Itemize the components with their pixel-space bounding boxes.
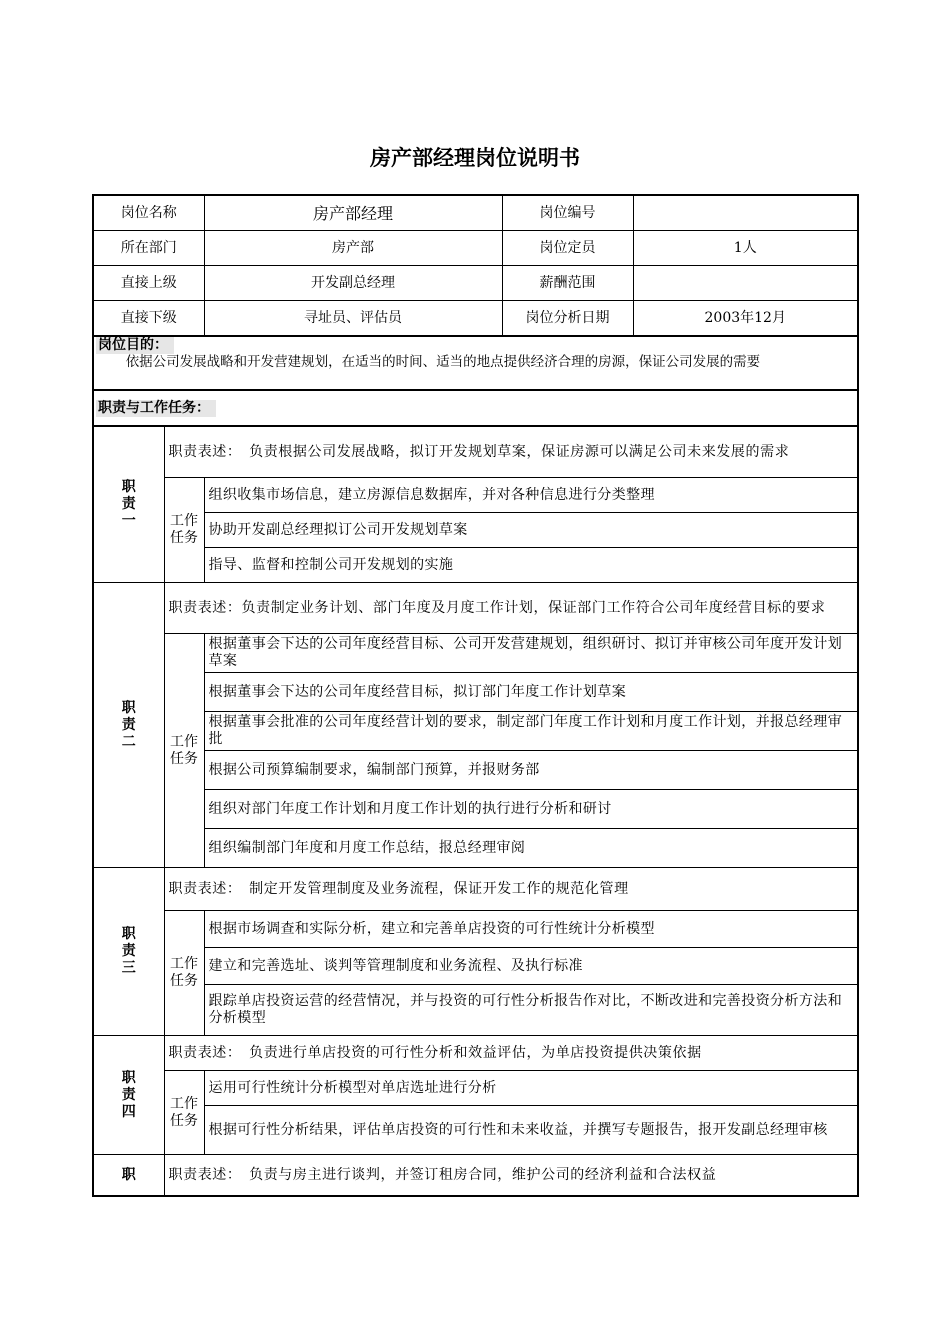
- duty-label: [93, 426, 164, 583]
- info-row-department: [93, 231, 858, 266]
- task-item: 指导、监督和控制公司开发规划的实施: [204, 548, 858, 583]
- task-row: [93, 829, 858, 868]
- salary-value: [633, 266, 858, 301]
- task-label-text: 工作任务: [170, 733, 198, 767]
- duty-desc-row: [93, 1155, 858, 1197]
- duties-label: 职责与工作任务：: [96, 400, 216, 417]
- task-label: [164, 911, 204, 1036]
- analysis-date-label: 岗位分析日期: [502, 301, 633, 337]
- info-row-position: [93, 195, 858, 231]
- department-label: 所在部门: [93, 231, 204, 266]
- task-item: 根据公司预算编制要求，编制部门预算，并报财务部: [204, 751, 858, 790]
- task-row: [93, 634, 858, 673]
- task-item: 根据董事会下达的公司年度经营目标、公司开发营建规划，组织研讨、拟订并审核公司年度开发计划草案: [204, 634, 858, 673]
- duty-description: 职责表述：负责制定业务计划、部门年度及月度工作计划，保证部门工作符合公司年度经营目标的要求: [164, 583, 858, 634]
- duty-label-text: 职责二: [121, 699, 136, 750]
- position-code-label: 岗位编号: [502, 195, 633, 231]
- headcount-value: 1人: [633, 231, 858, 266]
- superior-value: 开发副总经理: [204, 266, 502, 301]
- subordinate-label: 直接下级: [93, 301, 204, 337]
- duty-label-text: 职责四: [121, 1069, 136, 1120]
- task-item: 运用可行性统计分析模型对单店选址进行分析: [204, 1071, 858, 1106]
- duties-body: [93, 426, 858, 1196]
- duty-desc-row: [93, 868, 858, 911]
- task-row: [93, 948, 858, 985]
- duty-description: 职责表述： 制定开发管理制度及业务流程，保证开发工作的规范化管理: [164, 868, 858, 911]
- position-name-value: 房产部经理: [204, 195, 502, 231]
- task-row: [93, 911, 858, 948]
- duty-label: [93, 583, 164, 868]
- task-item: 根据可行性分析结果，评估单店投资的可行性和未来收益，并撰写专题报告，报开发副总经理审核: [204, 1106, 858, 1155]
- page-title: 房产部经理岗位说明书: [370, 146, 580, 170]
- info-row-subordinate: [93, 301, 858, 337]
- position-name-label: 岗位名称: [93, 195, 204, 231]
- duty-description: 职责表述： 负责根据公司发展战略，拟订开发规划草案，保证房源可以满足公司未来发展的需求: [164, 426, 858, 478]
- task-item: 根据市场调查和实际分析，建立和完善单店投资的可行性统计分析模型: [204, 911, 858, 948]
- subordinate-value: 寻址员、评估员: [204, 301, 502, 337]
- task-row: [93, 478, 858, 513]
- task-row: [93, 1071, 858, 1106]
- task-row: [93, 513, 858, 548]
- task-label-text: 工作任务: [170, 956, 198, 989]
- task-item: 组织对部门年度工作计划和月度工作计划的执行进行分析和研讨: [204, 790, 858, 829]
- position-code-value: [633, 195, 858, 231]
- task-row: [93, 985, 858, 1036]
- duty-description: 职责表述： 负责与房主进行谈判，并签订租房合同，维护公司的经济利益和合法权益: [164, 1155, 858, 1197]
- task-item: 跟踪单店投资运营的经营情况，并与投资的可行性分析报告作对比，不断改进和完善投资分析方法和分析模型: [204, 985, 858, 1036]
- duty-label-text: 职责三: [121, 926, 136, 976]
- duty-label-text: 职: [121, 1166, 136, 1183]
- task-row: [93, 548, 858, 583]
- task-item: 组织收集市场信息，建立房源信息数据库，并对各种信息进行分类整理: [204, 478, 858, 513]
- task-row: [93, 751, 858, 790]
- duty-description: 职责表述： 负责进行单店投资的可行性分析和效益评估，为单店投资提供决策依据: [164, 1036, 858, 1071]
- task-row: [93, 1106, 858, 1155]
- department-value: 房产部: [204, 231, 502, 266]
- info-row-superior: [93, 266, 858, 301]
- duty-label: [93, 1155, 164, 1197]
- salary-label: 薪酬范围: [502, 266, 633, 301]
- task-label-text: 工作任务: [170, 1095, 198, 1129]
- duty-label: [93, 1036, 164, 1155]
- task-label: [164, 1071, 204, 1155]
- analysis-date-value: 2003年12月: [633, 301, 858, 337]
- duty-desc-row: [93, 426, 858, 478]
- duty-desc-row: [93, 583, 858, 634]
- purpose-text: 依据公司发展战略和开发营建规划，在适当的时间、适当的地点提供经济合理的房源，保证公司发展的需要: [125, 354, 761, 370]
- task-row: [93, 673, 858, 712]
- purpose-label: 岗位目的：: [96, 337, 174, 354]
- headcount-label: 岗位定员: [502, 231, 633, 266]
- duty-label-text: 职责一: [121, 479, 136, 529]
- task-row: [93, 790, 858, 829]
- purpose-row: [93, 336, 858, 390]
- job-description-table: [92, 194, 859, 1197]
- task-row: [93, 712, 858, 751]
- task-label: [164, 478, 204, 583]
- superior-label: 直接上级: [93, 266, 204, 301]
- task-item: 建立和完善选址、谈判等管理制度和业务流程、及执行标准: [204, 948, 858, 985]
- task-item: 根据董事会批准的公司年度经营计划的要求，制定部门年度工作计划和月度工作计划，并报总经理审批: [204, 712, 858, 751]
- task-item: 组织编制部门年度和月度工作总结，报总经理审阅: [204, 829, 858, 868]
- task-label: [164, 634, 204, 868]
- task-item: 根据董事会下达的公司年度经营目标，拟订部门年度工作计划草案: [204, 673, 858, 712]
- duty-label: [93, 868, 164, 1036]
- duties-header-row: [93, 390, 858, 426]
- duty-desc-row: [93, 1036, 858, 1071]
- task-item: 协助开发副总经理拟订公司开发规划草案: [204, 513, 858, 548]
- task-label-text: 工作任务: [170, 513, 198, 546]
